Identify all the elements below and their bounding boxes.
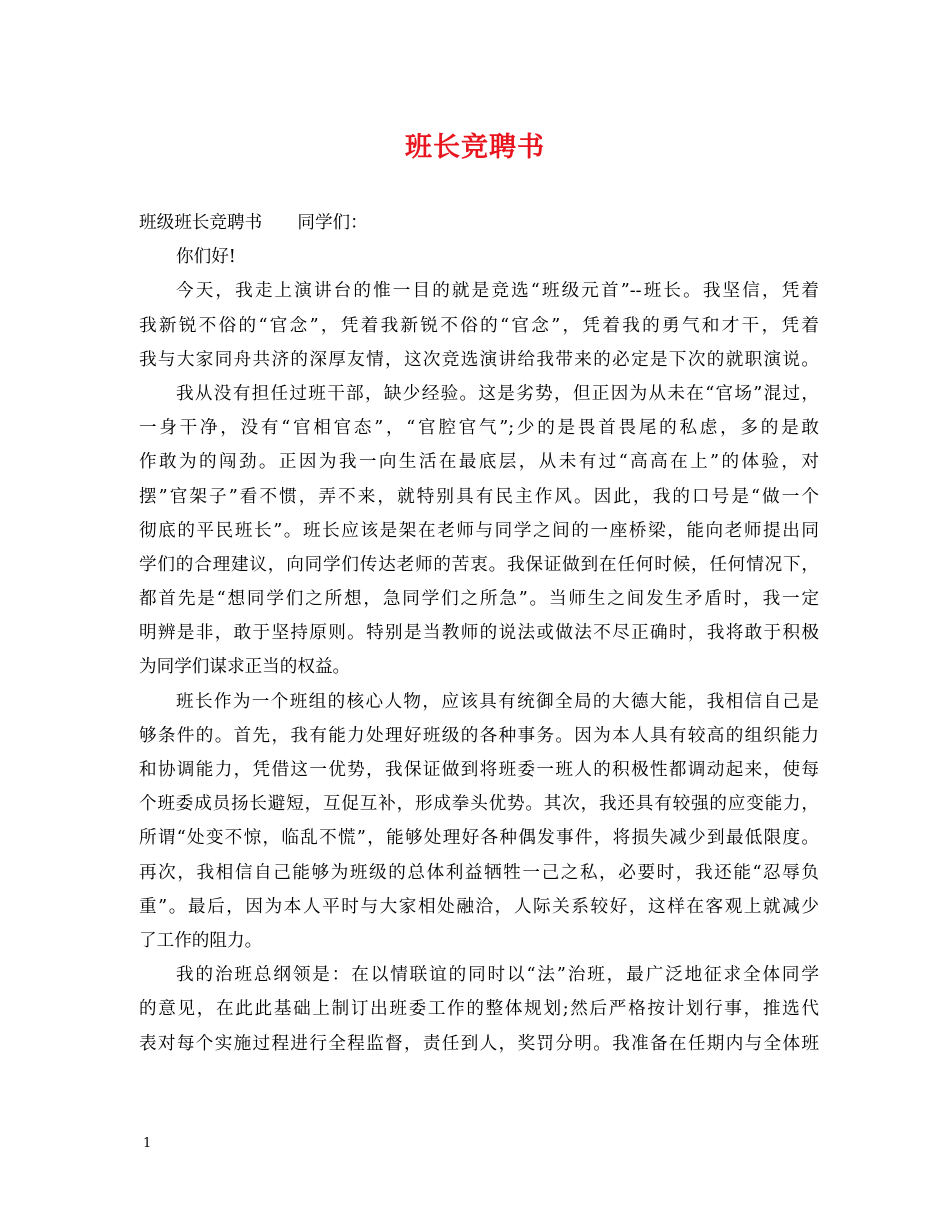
text-line: 一身干净，没有“官相官态”，“官腔官气”;少的是畏首畏尾的私虑，多的是敢	[139, 418, 819, 439]
text-line: 今天，我走上演讲台的惟一目的就是竞选“班级元首”--班长。我坚信，凭着	[176, 281, 819, 302]
text-line: 班长作为一个班组的核心人物，应该具有统御全局的大德大能，我相信自己是	[176, 691, 819, 712]
text-line: 和协调能力，凭借这一优势，我保证做到将班委一班人的积极性都调动起来，使每	[139, 760, 819, 780]
text-line: 我从没有担任过班干部，缺少经验。这是劣势，但正因为从未在“官场”混过，	[176, 383, 819, 404]
text-line: 学们的合理建议，向同学们传达老师的苦衷。我保证做到在任何时候，任何情况下，	[139, 554, 819, 575]
page-number: 1	[143, 1136, 152, 1151]
document-body	[139, 206, 819, 1061]
text-line: 摆”官架子”看不惯，弄不来，就特别具有民主作风。因此，我的口号是“做一个	[139, 486, 819, 507]
text-line: 我的治班总纲领是：在以情联谊的同时以“法”治班，最广泛地征求全体同学	[176, 965, 819, 986]
text-line: 都首先是“想同学们之所想，急同学们之所急”。当师生之间发生矛盾时，我一定	[139, 589, 819, 610]
text-line: 明辨是非，敢于坚持原则。特别是当教师的说法或做法不尽正确时，我将敢于积极	[139, 623, 819, 644]
text-line: 了工作的阻力。	[139, 930, 263, 951]
text-line: 彻底的平民班长”。班长应该是架在老师与同学之间的一座桥梁，能向老师提出同	[139, 520, 819, 541]
text-line: 作敢为的闯劲。正因为我一向生活在最底层，从未有过“高高在上”的体验，对	[139, 452, 819, 473]
text-line: 我与大家同舟共济的深厚友情，这次竞选演讲给我带来的必定是下次的就职演说。	[139, 349, 819, 370]
text-line: 再次，我相信自己能够为班级的总体利益牺牲一己之私，必要时，我还能“忍辱负	[139, 862, 819, 883]
text-line: 表对每个实施过程进行全程监督，责任到人，奖罚分明。我准备在任期内与全体班	[139, 1033, 819, 1054]
text-line: 班级班长竞聘书 同学们：	[139, 213, 368, 233]
text-line: 你们好!	[176, 247, 236, 268]
text-line: 我新锐不俗的“官念”，凭着我新锐不俗的“官念”，凭着我的勇气和才干，凭着	[139, 315, 819, 336]
text-line: 个班委成员扬长避短，互促互补，形成拳头优势。其次，我还具有较强的应变能力，	[139, 794, 819, 815]
text-line: 为同学们谋求正当的权益。	[139, 657, 351, 678]
text-line: 所谓“处变不惊，临乱不慌”，能够处理好各种偶发事件，将损失减少到最低限度。	[139, 828, 819, 849]
text-line: 的意见，在此此基础上制订出班委工作的整体规划;然后严格按计划行事，推选代	[139, 999, 819, 1020]
text-line: 够条件的。首先，我有能力处理好班级的各种事务。因为本人具有较高的组织能力	[139, 725, 819, 746]
document-title: 班长竞聘书	[405, 132, 545, 163]
text-line: 重”。最后，因为本人平时与大家相处融洽，人际关系较好，这样在客观上就减少	[139, 896, 819, 917]
